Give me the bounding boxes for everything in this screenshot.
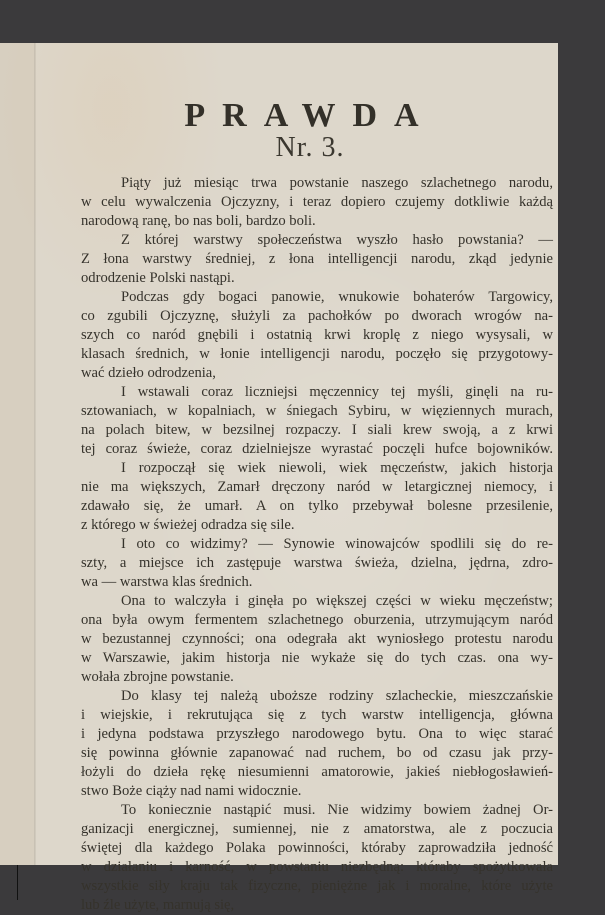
paragraph: [81, 459, 553, 535]
document-title: PRAWDA: [184, 97, 436, 134]
text-line: co zgubili Ojczyznę, służyli za pachołków po dworach wrogów na-: [81, 308, 553, 324]
text-line: w Warszawie, jakim historja nie wykaże się do tych czas. ona wy-: [81, 650, 553, 666]
paragraph: [81, 383, 553, 459]
text-line: I wstawali coraz liczniejsi męczennicy tej myśli, ginęli na ru-: [121, 384, 553, 400]
fold-line: [34, 43, 36, 865]
text-line: Z łona warstwy średniej, z łona intelligencji narodu, zkąd jedynie: [81, 251, 553, 267]
text-line: I oto co widzimy? — Synowie winowajców spodlili się do re-: [121, 536, 553, 552]
scan-edge-mark: [17, 865, 18, 900]
text-line: Podczas gdy bogaci panowie, wnukowie bohaterów Targowicy,: [121, 289, 553, 305]
text-line: zdawało się, że umarł. A on tylko przebywał bolesne przesilenie,: [81, 498, 553, 514]
paragraph: [81, 288, 553, 383]
text-line: Ona to walczyła i ginęła po większej części w wieku męczeństw;: [121, 593, 553, 609]
text-line: narodową ranę, bo nas boli, bardzo boli.: [81, 213, 316, 229]
text-line: nie ma większych, Zamarł dręczony naród w letargicznej niemocy, i: [81, 479, 553, 495]
text-line: klasach średnich, w łonie intelligencji narodu, poczęło się przygotowy-: [81, 346, 553, 362]
text-line: Piąty już miesiąc trwa powstanie naszego szlachetnego narodu,: [121, 175, 553, 191]
paragraph: [81, 231, 553, 288]
paragraph: [81, 592, 553, 687]
text-line: szty, a miejsce ich zastępuje warstwa świeża, dzielna, jędrna, zdro-: [81, 555, 553, 571]
text-line: i wiejskie, i rekrutująca się z tych warstw intelligencja, główna: [81, 707, 553, 723]
article-body: [81, 174, 553, 915]
issue-number: Nr. 3.: [275, 132, 345, 163]
text-line: ona była owym fermentem szlachetnego oburzenia, utrzymującym naród: [81, 612, 553, 628]
page-margin-strip: [0, 43, 34, 865]
text-line: wać dzieło odrodzenia,: [81, 365, 216, 381]
text-line: Z której warstwy społeczeństwa wyszło hasło powstania? —: [121, 232, 553, 248]
text-line: stwo Boże ciąży nad nami widocznie.: [81, 783, 302, 799]
text-line: To koniecznie nastąpić musi. Nie widzimy bowiem żadnej Or-: [121, 802, 553, 818]
text-line: sztowaniach, w kopalniach, w śniegach Sybiru, w więziennych murach,: [81, 403, 553, 419]
text-line: się powinna głównie zapanować nad ruchem, bo od czasu jak przy-: [81, 745, 553, 761]
text-line: w bezustannej czynności; ona odegrała akt wyniosłego protestu narodu: [81, 631, 553, 647]
paragraph: [81, 801, 553, 915]
paragraph: [81, 687, 553, 801]
text-line: ganizacji energicznej, sumiennej, nie z amatorstwa, ale z poczucia: [81, 821, 553, 837]
text-line: Do klasy tej należą uboższe rodziny szlacheckie, mieszczańskie: [121, 688, 553, 704]
text-line: odrodzenie Polski nastąpi.: [81, 270, 235, 286]
text-line: w celu wywalczenia Ojczyzny, i teraz dopiero czujemy dotkliwie każdą: [81, 194, 553, 210]
text-line: I rozpoczął się wiek niewoli, wiek męczeństw, jakich historja: [121, 460, 553, 476]
text-line: w działaniu i karność, w powstaniu niezbędną: któraby spożytkowała: [81, 859, 553, 875]
text-line: łożyli do dzieła rękę niesumienni amatorowie, jakieś niebłogosławień-: [81, 764, 553, 780]
text-line: z którego w świeżej odradza się sile.: [81, 517, 295, 533]
text-line: lub źle użyte, marnują się,: [81, 897, 235, 913]
text-line: wszystkie siły kraju tak fizyczne, pieniężne jak i moralne, które użyte: [81, 878, 553, 894]
paragraph: [81, 174, 553, 231]
text-line: wołała zbrojne powstanie.: [81, 669, 234, 685]
text-line: świętej dla każdego Polaka powinności, któraby zaprowadziła jedność: [81, 840, 553, 856]
text-line: szych co naród gnębili i ostatnią krwi kroplę z niego wysysali, w: [81, 327, 553, 343]
text-line: i jedyna podstawa przyszłego narodowego bytu. Ona to więc starać: [81, 726, 553, 742]
paragraph: [81, 535, 553, 592]
text-line: na polach bitew, w bezsilnej rozpaczy. I siali krew swoją, a z krwi: [81, 422, 553, 438]
text-line: wa — warstwa klas średnich.: [81, 574, 253, 590]
text-line: tej coraz świeże, coraz dzielniejsze wyrastać poczęli hufce bojowników.: [81, 441, 553, 457]
